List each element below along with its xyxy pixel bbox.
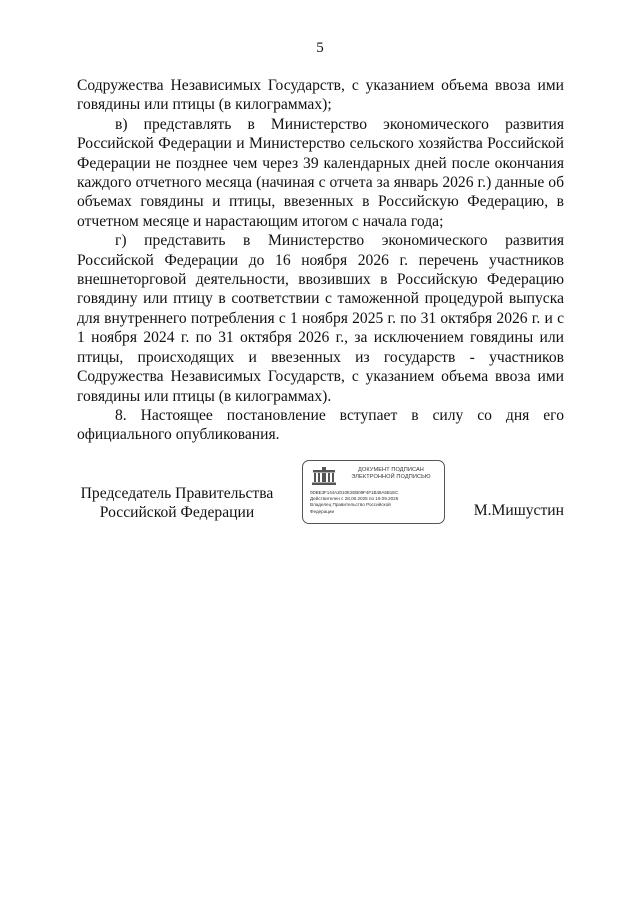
signatory-title xyxy=(77,484,277,523)
stamp-heading-line2: ЭЛЕКТРОННОЙ ПОДПИСЬЮ xyxy=(351,474,431,480)
paragraph-item-8: 8. Настоящее постановление вступает в силу со дня его официального опубликования. xyxy=(77,406,564,444)
stamp-owner-line2: Федерации xyxy=(310,508,335,514)
signatory-title-line1: Председатель Правительства xyxy=(80,485,274,502)
paragraph-continuation: Содружества Независимых Государств, с указанием объема ввоза ими говядины или птицы (в килограммах); xyxy=(77,77,564,114)
paragraph-item-g: г) представить в Министерство экономического развития Российской Федерации до 16 ноября 2026 г. перечень участников внешнеторговой деятельности, ввозивших в Российскую Федерацию говядину или птицу в соответствии с таможенной процедурой выпуска для внутреннего потребления с 1 ноября 2025 г. по 31 октября 2026 г. и с 1 ноября 2024 г. по 31 октября 2026 г., за исключением говядины или птицы, происходящих и ввезенных из государств - участников Содружества Независимых Государств, с указанием объема ввоза ими говядины или птицы (в килограммах). xyxy=(77,232,564,405)
stamp-owner-line1: Владелец Правительство Российской xyxy=(310,502,391,508)
document-body xyxy=(77,76,564,445)
stamp-heading xyxy=(341,467,441,481)
signatory-name: М.Мишустин xyxy=(473,502,564,519)
stamp-serial: 0DBE3F144A2010E2EB09F4F1B48A5B1EC xyxy=(310,490,399,495)
stamp-validity: Действителен с 28.06.2025 по 19.09.2026 xyxy=(310,496,399,502)
stamp-heading-line1: ДОКУМЕНТ ПОДПИСАН xyxy=(358,467,424,473)
signatory-title-line2: Российской Федерации xyxy=(99,504,255,522)
paragraph-item-v: в) представлять в Министерство экономического развития Российской Федерации и Министерство сельского хозяйства Российской Федерации не позднее чем через 39 календарных дней после окончания каждого отчетного месяца (начиная с отчета за январь 2026 г.) данные об объемах говядины и птицы, ввезенных в Российскую Федерацию, в отчетном месяце и нарастающим итогом с начала года; xyxy=(77,115,564,230)
page-number: 5 xyxy=(316,40,324,56)
stamp-details xyxy=(310,490,442,515)
government-building-icon xyxy=(311,466,337,486)
electronic-signature-stamp xyxy=(302,460,445,524)
